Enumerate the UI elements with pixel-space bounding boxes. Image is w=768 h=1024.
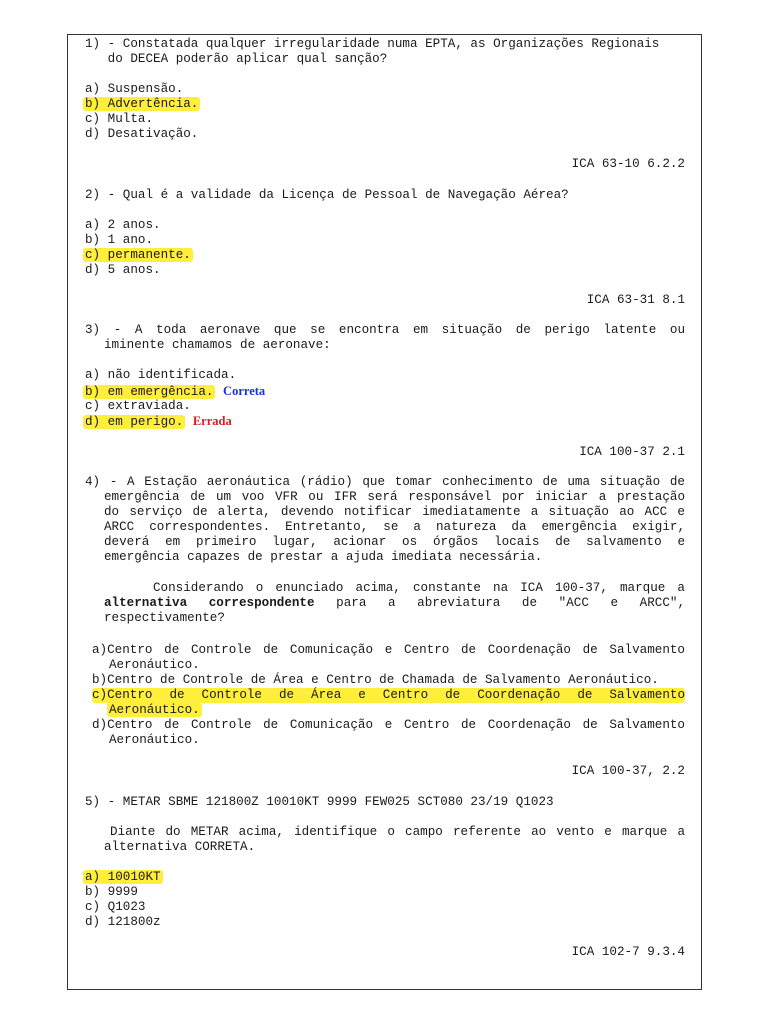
q2-reference: ICA 63-31 8.1: [586, 293, 685, 307]
q1-statement-line2: do DECEA poderão aplicar qual sanção?: [85, 52, 388, 66]
q5-instruction-line2: alternativa CORRETA.: [104, 840, 256, 854]
q5-option-c: c) Q1023: [85, 900, 146, 914]
q2-option-d: d) 5 anos.: [85, 263, 161, 277]
q5-instruction-line1: Diante do METAR acima, identifique o campo referente ao vento e marque a: [110, 825, 685, 839]
q4-instruction-line1: Considerando o enunciado acima, constante na ICA 100-37, marque a: [153, 581, 685, 595]
q4-option-a: [92, 643, 685, 658]
q2-option-a: a) 2 anos.: [85, 218, 161, 232]
q4-statement-line1: 4) - A Estação aeronáutica (rádio) que tomar conhecimento de uma situação de: [85, 475, 685, 489]
q4-option-d-line1: d)Centro de Controle de Comunicação e Centro de Coordenação de Salvamento: [92, 718, 685, 732]
q1-option-c: c) Multa.: [85, 112, 154, 126]
q1-option-a: a) Suspensão.: [85, 82, 184, 96]
q1-statement-line1: 1) - Constatada qualquer irregularidade numa EPTA, as Organizações Regionais: [85, 37, 660, 51]
q4-option-b: b)Centro de Controle de Área e Centro de Chamada de Salvamento Aeronáutico.: [92, 673, 659, 687]
q3-option-a: a) não identificada.: [85, 368, 237, 382]
q5-option-d: d) 121800z: [85, 915, 161, 929]
q4-statement-line6: emergência capazes de prestar a ajuda imediata necessária.: [104, 550, 543, 564]
q3-reference: ICA 100-37 2.1: [579, 445, 685, 459]
q4-statement-line3: do serviço de alerta, devendo notificar imediatamente a situação ao ACC e: [104, 505, 685, 519]
q5-option-b: b) 9999: [85, 885, 138, 899]
q4-statement-line2: emergência de um voo VFR ou IFR será responsável por iniciar a prestação: [104, 490, 685, 504]
q3-option-b-highlighted: b) em emergência.: [85, 385, 214, 399]
q5-reference: ICA 102-7 9.3.4: [571, 945, 685, 959]
correct-mark: Correta: [223, 384, 266, 398]
q4-option-d-line2: Aeronáutico.: [109, 733, 200, 747]
q1-option-d: d) Desativação.: [85, 127, 199, 141]
q5-instruction: [104, 825, 685, 855]
q4-instruction-line2: para a abreviatura de "ACC e ARCC",: [314, 596, 686, 610]
q4-statement-line5: deverá em primeiro lugar, acionar os órgãos locais de salvamento e: [104, 535, 685, 549]
q5-option-a-highlighted: a) 10010KT: [85, 870, 161, 884]
q4-option-c-highlighted: [92, 688, 685, 703]
q3-statement-line2: iminente chamamos de aeronave:: [104, 338, 331, 352]
q3-option-d-highlighted: d) em perigo.: [85, 415, 184, 429]
q3-statement: [85, 323, 685, 338]
q4-instruction-bold: alternativa correspondente: [104, 596, 315, 610]
q3-option-c: c) extraviada.: [85, 399, 191, 413]
wrong-mark: Errada: [192, 414, 232, 428]
q4-statement: [85, 475, 685, 490]
q4-option-c-line2: Aeronáutico.: [109, 703, 200, 717]
q2-option-c-highlighted: c) permanente.: [85, 248, 191, 262]
q4-reference: ICA 100-37, 2.2: [571, 764, 685, 778]
q1-reference: ICA 63-10 6.2.2: [571, 157, 685, 171]
q3-statement-line1: 3) - A toda aeronave que se encontra em situação de perigo latente ou: [85, 323, 685, 337]
q4-instruction: [104, 581, 685, 626]
q1-option-b-highlighted: b) Advertência.: [85, 97, 199, 111]
q4-option-c-line1: c)Centro de Controle de Área e Centro de Coordenação de Salvamento: [92, 688, 685, 702]
q4-option-a-line1: a)Centro de Controle de Comunicação e Centro de Coordenação de Salvamento: [92, 643, 685, 657]
q4-option-d: [92, 718, 685, 733]
q4-statement-line4: ARCC correspondentes. Entretanto, se a natureza da emergência exigir,: [104, 520, 685, 534]
q2-option-b: b) 1 ano.: [85, 233, 154, 247]
q4-statement-cont: [104, 490, 685, 565]
q4-option-a-line2: Aeronáutico.: [109, 658, 200, 672]
q4-instruction-line3: respectivamente?: [104, 611, 225, 625]
q2-statement: 2) - Qual é a validade da Licença de Pessoal de Navegação Aérea?: [85, 188, 569, 202]
q5-statement: 5) - METAR SBME 121800Z 10010KT 9999 FEW025 SCT080 23/19 Q1023: [85, 795, 554, 809]
exam-page: [67, 34, 702, 990]
